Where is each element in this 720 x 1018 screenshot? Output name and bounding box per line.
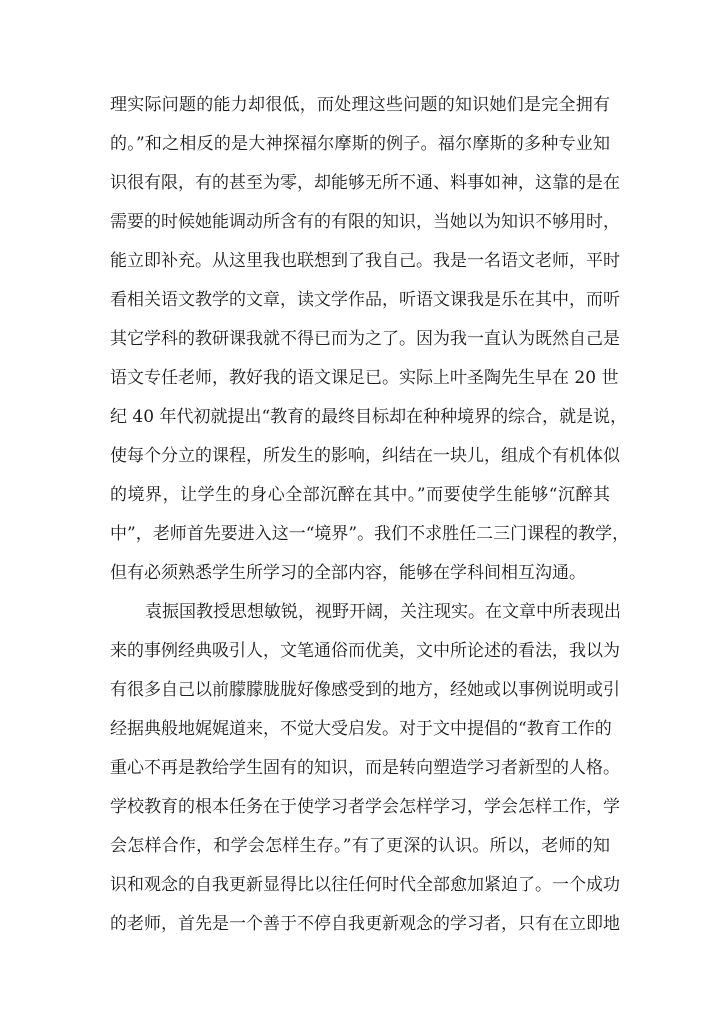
paragraph-2-line-9: 的老师，首先是一个善于不停自我更新观念的学习者，只有在立即地: [110, 914, 620, 934]
paragraph-1-line-11: 的境界，让学生的身心全部沉醉在其中。”而要使学生能够“沉醉其: [110, 485, 610, 505]
paragraph-2-line-1: 袁振国教授思想敏锐，视野开阔，关注现实。在文章中所表现出: [145, 602, 621, 622]
paragraph-2-line-6: 学校教育的根本任务在于使学习者学会怎样学习，学会怎样工作，学: [110, 797, 620, 817]
paragraph-2-line-5: 重心不再是教给学生固有的知识，而是转向塑造学习者新型的人格。: [110, 758, 620, 778]
paragraph-1-line-9: 纪 40 年代初就提出“教育的最终目标却在种种境界的综合，就是说，: [110, 407, 628, 427]
paragraph-1-line-3: 识很有限，有的甚至为零，却能够无所不通、料事如神，这靠的是在: [110, 173, 620, 193]
paragraph-2-line-3: 有很多自己以前朦朦胧胧好像感受到的地方，经她或以事例说明或引: [110, 680, 620, 700]
paragraph-1-line-10: 使每个分立的课程，所发生的影响，纠结在一块儿，组成个有机体似: [110, 446, 620, 466]
paragraph-1-line-12: 中”，老师首先要进入这一“境界”。我们不求胜任二三门课程的教学，: [110, 524, 630, 544]
paragraph-2-line-4: 经据典般地娓娓道来，不觉大受启发。对于文中提倡的“教育工作的: [110, 719, 612, 739]
paragraph-2-line-7: 会怎样合作，和学会怎样生存。”有了更深的认识。所以，老师的知: [110, 836, 610, 856]
paragraph-1-line-5: 能立即补充。从这里我也联想到了我自己。我是一名语文老师，平时: [110, 251, 620, 271]
paragraph-1-line-7: 其它学科的教研课我就不得已而为之了。因为我一直认为既然自己是: [110, 329, 620, 349]
paragraph-1-line-1: 理实际问题的能力却很低，而处理这些问题的知识她们是完全拥有: [110, 95, 610, 115]
paragraph-1-line-8: 语文专任老师，教好我的语文课足已。实际上叶圣陶先生早在 20 世: [110, 368, 619, 388]
paragraph-1-line-6: 看相关语文教学的文章，读文学作品，听语文课我是乐在其中，而听: [110, 290, 620, 310]
paragraph-1-line-2: 的。”和之相反的是大神探福尔摩斯的例子。福尔摩斯的多种专业知: [110, 134, 610, 154]
paragraph-2-line-8: 识和观念的自我更新显得比以往任何时代全部愈加紧迫了。一个成功: [110, 875, 620, 895]
paragraph-1-line-13: 但有必须熟悉学生所学习的全部内容，能够在学科间相互沟通。: [110, 563, 586, 583]
paragraph-1-line-4: 需要的时候她能调动所含有的有限的知识，当她以为知识不够用时，: [110, 212, 620, 232]
paragraph-2-line-2: 来的事例经典吸引人，文笔通俗而优美，文中所论述的看法，我以为: [110, 641, 620, 661]
